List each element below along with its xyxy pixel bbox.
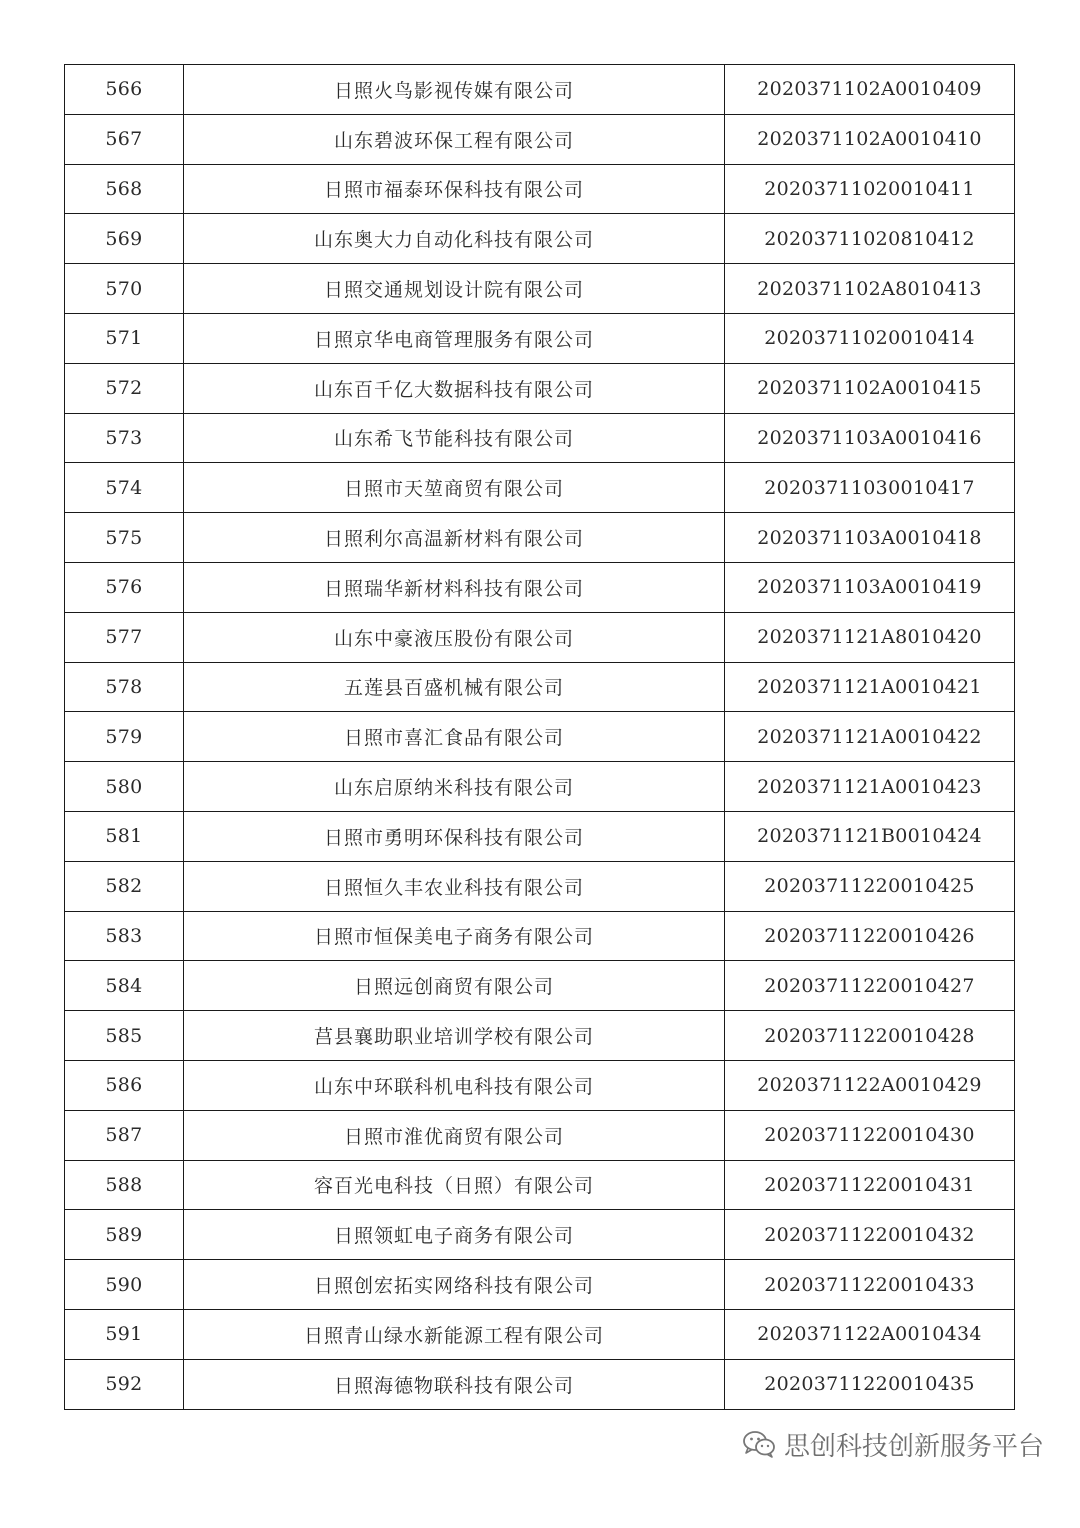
registration-code: 2020371103A0010419 <box>725 562 1015 612</box>
row-number: 577 <box>65 612 184 662</box>
company-name: 日照瑞华新材料科技有限公司 <box>184 562 725 612</box>
registration-code: 2020371122A0010429 <box>725 1060 1015 1110</box>
table-row <box>65 264 1015 314</box>
company-name: 日照市淮优商贸有限公司 <box>184 1110 725 1160</box>
row-number: 580 <box>65 762 184 812</box>
company-name: 山东中环联科机电科技有限公司 <box>184 1060 725 1110</box>
company-name: 日照市恒保美电子商务有限公司 <box>184 911 725 961</box>
company-name: 日照利尔高温新材料有限公司 <box>184 513 725 563</box>
row-number: 567 <box>65 114 184 164</box>
company-name: 五莲县百盛机械有限公司 <box>184 662 725 712</box>
table-row <box>65 214 1015 264</box>
registration-code: 20203711220010435 <box>725 1359 1015 1409</box>
row-number: 587 <box>65 1110 184 1160</box>
registration-code: 20203711220010427 <box>725 961 1015 1011</box>
table-row <box>65 1359 1015 1409</box>
row-number: 584 <box>65 961 184 1011</box>
table-row <box>65 164 1015 214</box>
row-number: 582 <box>65 861 184 911</box>
table-row <box>65 65 1015 115</box>
company-name: 莒县襄助职业培训学校有限公司 <box>184 1011 725 1061</box>
table-row <box>65 662 1015 712</box>
company-name: 日照创宏拓实网络科技有限公司 <box>184 1260 725 1310</box>
table-row <box>65 1260 1015 1310</box>
company-name: 日照市福泰环保科技有限公司 <box>184 164 725 214</box>
registration-code: 20203711220010432 <box>725 1210 1015 1260</box>
row-number: 573 <box>65 413 184 463</box>
registration-code: 20203711220010425 <box>725 861 1015 911</box>
row-number: 574 <box>65 463 184 513</box>
table-row <box>65 114 1015 164</box>
registration-code: 2020371103A0010416 <box>725 413 1015 463</box>
table-row <box>65 811 1015 861</box>
table-row <box>65 1210 1015 1260</box>
row-number: 588 <box>65 1160 184 1210</box>
row-number: 579 <box>65 712 184 762</box>
row-number: 581 <box>65 811 184 861</box>
table-row <box>65 413 1015 463</box>
table-row <box>65 762 1015 812</box>
row-number: 591 <box>65 1309 184 1359</box>
table-row <box>65 463 1015 513</box>
registration-code: 2020371121A0010422 <box>725 712 1015 762</box>
table-row <box>65 1110 1015 1160</box>
company-name: 日照海德物联科技有限公司 <box>184 1359 725 1409</box>
table-row <box>65 1309 1015 1359</box>
table-row <box>65 1160 1015 1210</box>
company-name: 日照青山绿水新能源工程有限公司 <box>184 1309 725 1359</box>
registration-code: 2020371102A0010409 <box>725 65 1015 115</box>
row-number: 586 <box>65 1060 184 1110</box>
company-name: 日照市勇明环保科技有限公司 <box>184 811 725 861</box>
registration-code: 2020371121B0010424 <box>725 811 1015 861</box>
row-number: 589 <box>65 1210 184 1260</box>
table-row <box>65 961 1015 1011</box>
wechat-watermark <box>742 1424 1044 1464</box>
company-name: 日照火鸟影视传媒有限公司 <box>184 65 725 115</box>
registration-code: 20203711030010417 <box>725 463 1015 513</box>
table-row <box>65 1011 1015 1061</box>
registration-code: 2020371102A0010410 <box>725 114 1015 164</box>
row-number: 590 <box>65 1260 184 1310</box>
registration-code: 20203711220010433 <box>725 1260 1015 1310</box>
registration-code: 2020371122A0010434 <box>725 1309 1015 1359</box>
company-name: 山东启原纳米科技有限公司 <box>184 762 725 812</box>
table-row <box>65 562 1015 612</box>
company-name: 日照交通规划设计院有限公司 <box>184 264 725 314</box>
company-name: 山东奥大力自动化科技有限公司 <box>184 214 725 264</box>
registration-code: 20203711220010430 <box>725 1110 1015 1160</box>
row-number: 569 <box>65 214 184 264</box>
company-name: 日照恒久丰农业科技有限公司 <box>184 861 725 911</box>
company-name: 日照领虹电子商务有限公司 <box>184 1210 725 1260</box>
registration-code: 2020371102A8010413 <box>725 264 1015 314</box>
table-row <box>65 911 1015 961</box>
company-name: 山东希飞节能科技有限公司 <box>184 413 725 463</box>
registration-code: 2020371121A8010420 <box>725 612 1015 662</box>
row-number: 578 <box>65 662 184 712</box>
registration-code: 20203711220010426 <box>725 911 1015 961</box>
row-number: 575 <box>65 513 184 563</box>
row-number: 572 <box>65 363 184 413</box>
watermark-text: 思创科技创新服务平台 <box>783 1431 1044 1462</box>
company-name: 山东百千亿大数据科技有限公司 <box>184 363 725 413</box>
company-registry-table <box>64 64 1015 1410</box>
row-number: 583 <box>65 911 184 961</box>
table-row <box>65 513 1015 563</box>
registration-code: 20203711020010414 <box>725 313 1015 363</box>
registration-code: 20203711020810412 <box>725 214 1015 264</box>
registration-code: 20203711220010428 <box>725 1011 1015 1061</box>
row-number: 576 <box>65 562 184 612</box>
table-row <box>65 612 1015 662</box>
table-body <box>65 65 1015 1410</box>
company-name: 日照京华电商管理服务有限公司 <box>184 313 725 363</box>
row-number: 566 <box>65 65 184 115</box>
registration-code: 20203711220010431 <box>725 1160 1015 1210</box>
registration-code: 2020371121A0010421 <box>725 662 1015 712</box>
company-name: 山东中豪液压股份有限公司 <box>184 612 725 662</box>
registration-code: 2020371121A0010423 <box>725 762 1015 812</box>
registration-code: 2020371103A0010418 <box>725 513 1015 563</box>
table-row <box>65 313 1015 363</box>
company-name: 山东碧波环保工程有限公司 <box>184 114 725 164</box>
row-number: 592 <box>65 1359 184 1409</box>
company-name: 容百光电科技（日照）有限公司 <box>184 1160 725 1210</box>
company-name: 日照市喜汇食品有限公司 <box>184 712 725 762</box>
wechat-icon <box>742 1430 776 1458</box>
company-name: 日照市天堃商贸有限公司 <box>184 463 725 513</box>
table-row <box>65 1060 1015 1110</box>
table-row <box>65 861 1015 911</box>
registration-code: 20203711020010411 <box>725 164 1015 214</box>
registration-code: 2020371102A0010415 <box>725 363 1015 413</box>
row-number: 585 <box>65 1011 184 1061</box>
company-name: 日照远创商贸有限公司 <box>184 961 725 1011</box>
table-row <box>65 712 1015 762</box>
table-row <box>65 363 1015 413</box>
row-number: 570 <box>65 264 184 314</box>
row-number: 571 <box>65 313 184 363</box>
row-number: 568 <box>65 164 184 214</box>
